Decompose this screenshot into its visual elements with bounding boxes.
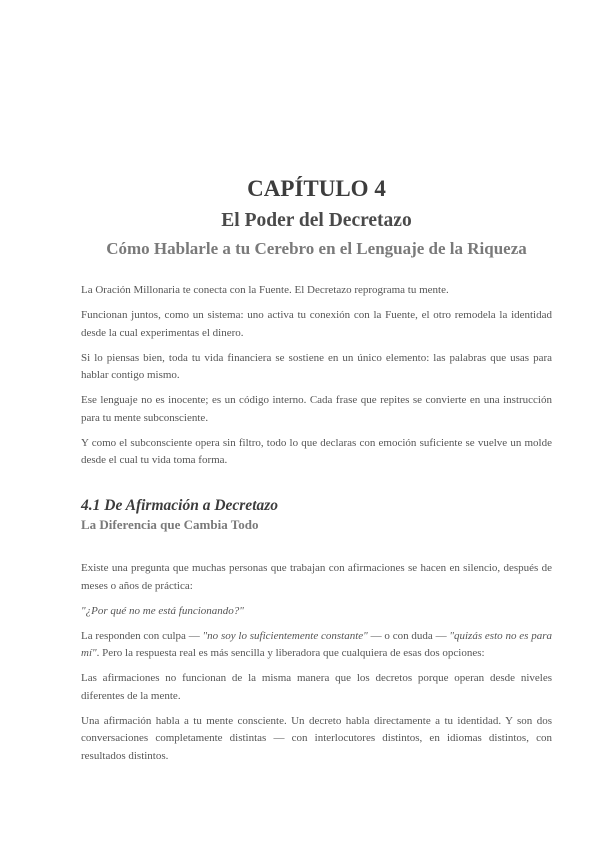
intro-text: [81, 282, 552, 477]
text-run: — o con duda —: [367, 629, 450, 642]
paragraph: Las afirmaciones no funcionan de la misma manera que los decretos porque operan desde niveles diferentes de la mente.: [81, 672, 552, 702]
chapter-subtitle: Cómo Hablarle a tu Cerebro en el Lenguaje de la Riqueza: [106, 239, 527, 258]
text-run: La responden con culpa —: [81, 629, 203, 642]
paragraph: Si lo piensas bien, toda tu vida financiera se sostiene en un único elemento: las palabras que usas para hablar contigo mismo.: [81, 351, 552, 381]
paragraph: [81, 628, 552, 663]
paragraph: Ese lenguaje no es inocente; es un código interno. Cada frase que repites se convierte en una instrucción para tu mente subconsciente.: [81, 394, 552, 424]
paragraph: Y como el subconsciente opera sin filtro, todo lo que declaras con emoción suficiente se vuelve un molde desde el cual tu vida toma forma.: [81, 436, 552, 466]
paragraph: Una afirmación habla a tu mente consciente. Un decreto habla directamente a tu identidad. Y son dos conversaciones completamente distintas — con interlocutores distintos, en idiomas distintos, con resultados distintos.: [81, 714, 552, 762]
chapter-title: El Poder del Decretazo: [221, 210, 412, 231]
section-4-1: [81, 497, 552, 773]
section-title: 4.1 De Afirmación a Decretazo: [81, 497, 279, 514]
quote-paragraph: [81, 603, 552, 621]
paragraph: Existe una pregunta que muchas personas que trabajan con afirmaciones se hacen en silencio, después de meses o años de práctica:: [81, 562, 552, 592]
paragraph: Funcionan juntos, como un sistema: uno activa tu conexión con la Fuente, el otro remodela la identidad desde la cual experimentas el dinero.: [81, 309, 552, 339]
section-subtitle: La Diferencia que Cambia Todo: [81, 517, 259, 532]
section-body: [81, 560, 552, 765]
paragraph: La Oración Millonaria te conecta con la Fuente. El Decretazo reprograma tu mente.: [81, 284, 449, 296]
chapter-header: [81, 176, 552, 260]
quote-inline: "no soy lo suficientemente constante": [202, 629, 368, 642]
chapter-label: CAPÍTULO 4: [247, 176, 386, 201]
quote-inline: "quizás esto no es para mí": [81, 629, 552, 659]
text-run: . Pero la respuesta real es más sencilla y liberadora que cualquiera de esas dos opciones:: [96, 647, 485, 659]
quote: "¿Por qué no me está funcionando?": [81, 604, 244, 617]
